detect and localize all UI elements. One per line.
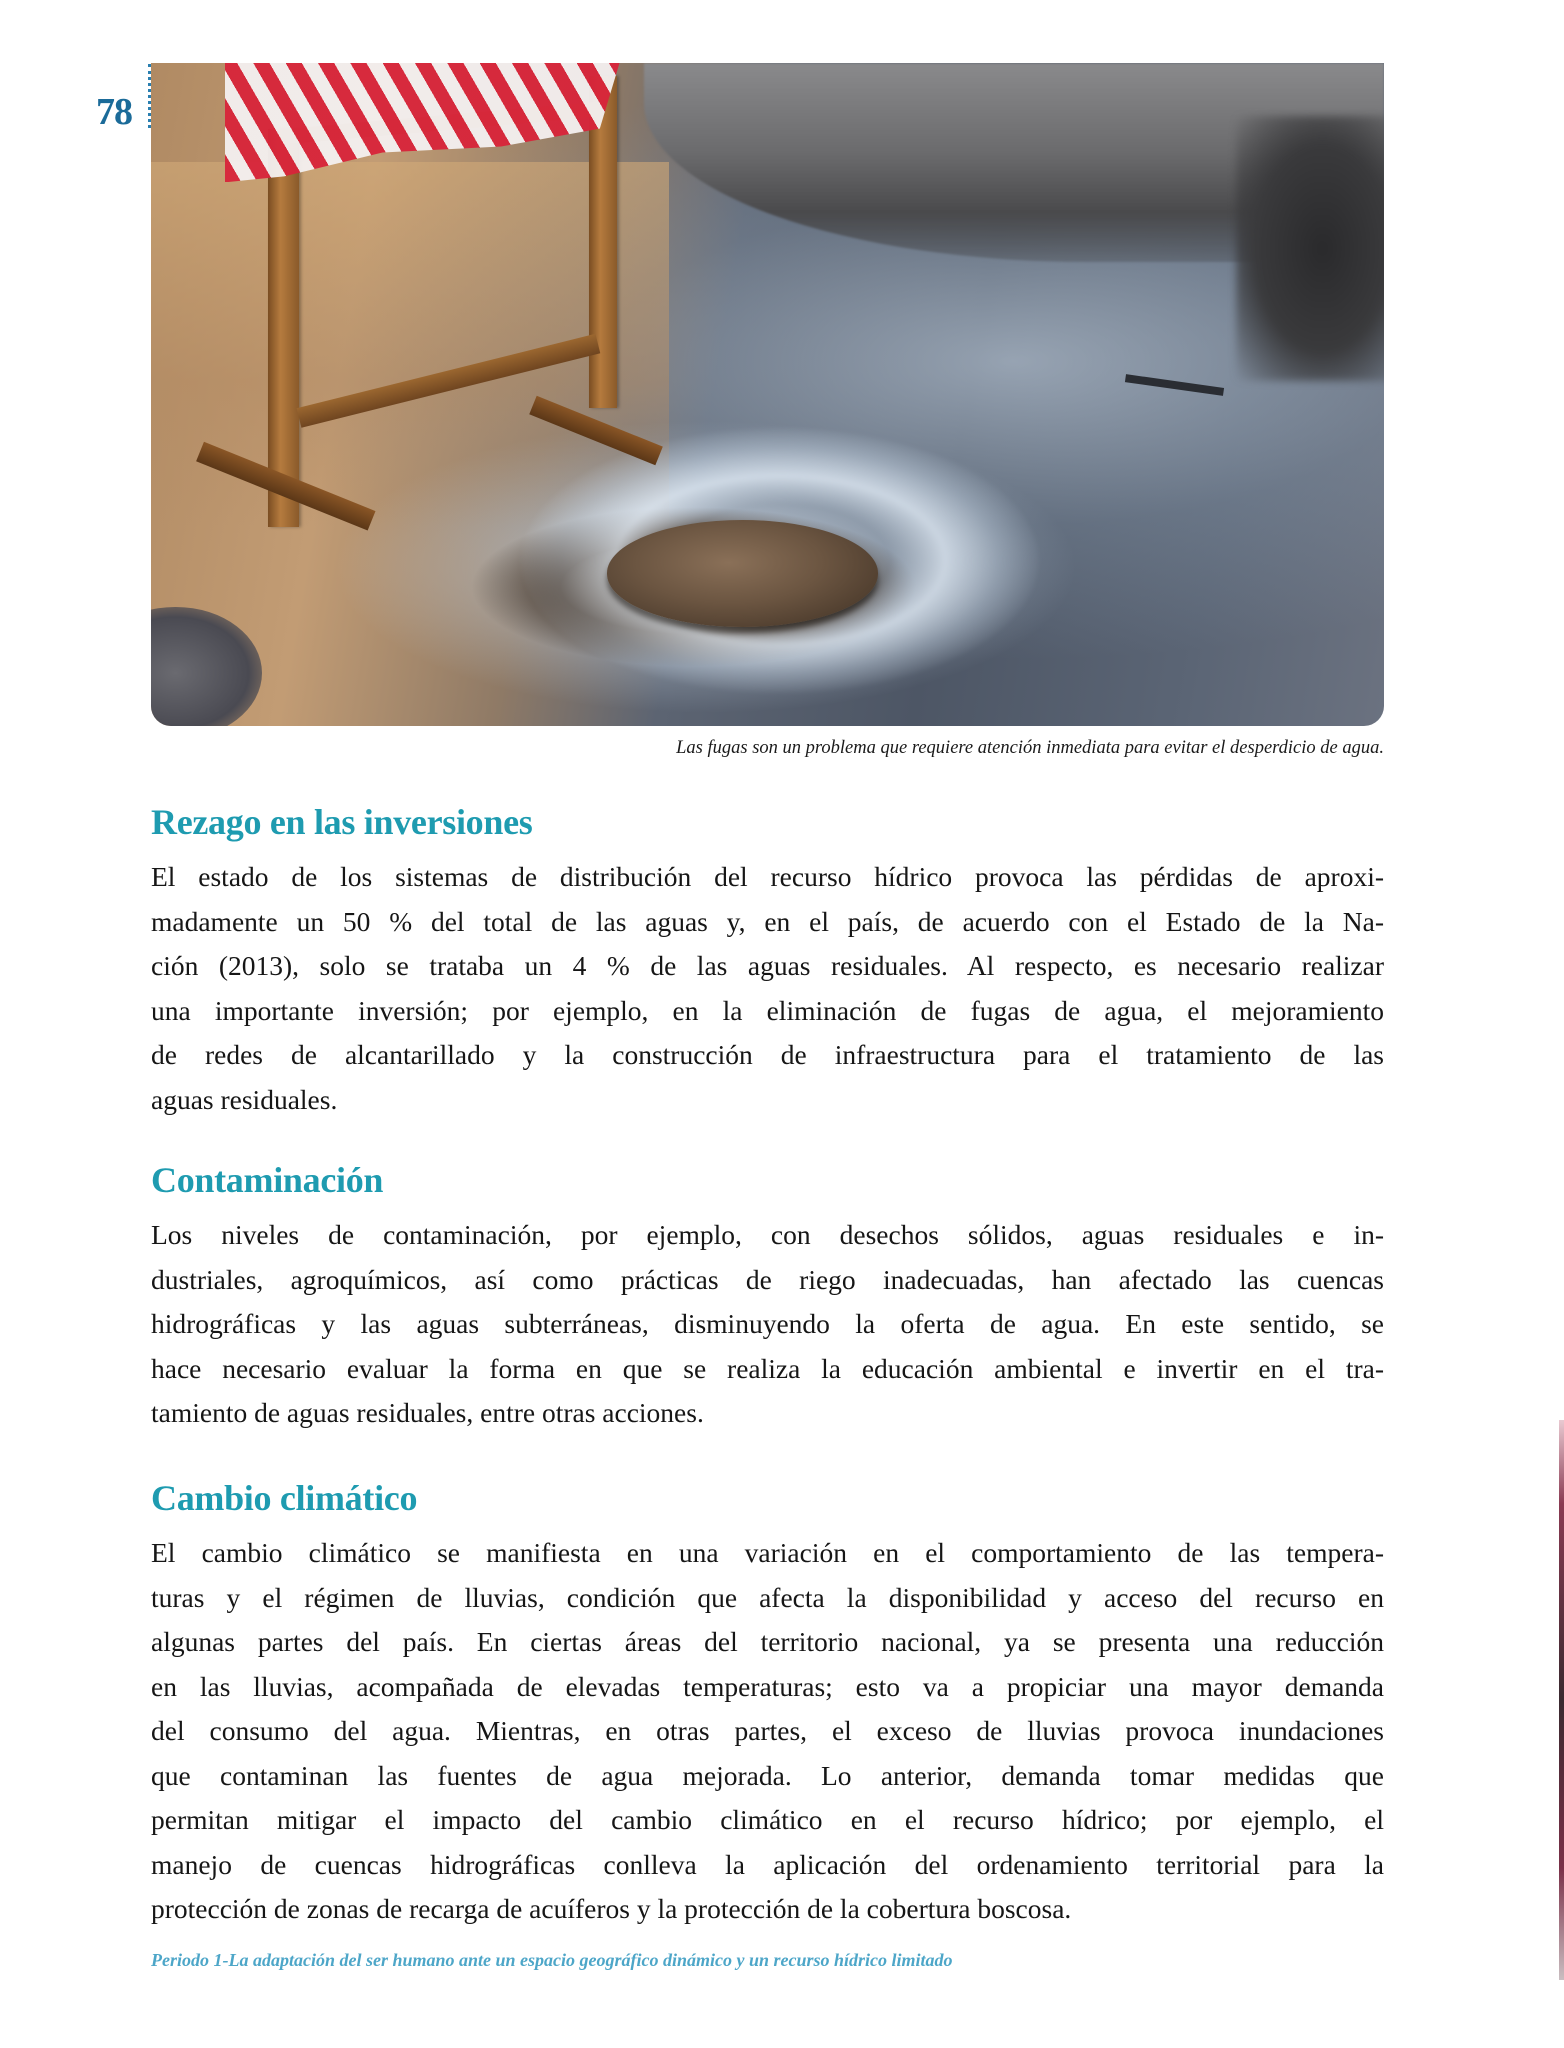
- paragraph-line: El estado de los sistemas de distribución del recurso hídrico provoca las pérdidas de aproxi-: [151, 861, 1384, 892]
- water-leak-photo: [151, 63, 1384, 726]
- paragraph-line: aguas residuales.: [151, 1083, 338, 1115]
- manhole-cover: [607, 520, 878, 626]
- paragraph-line: una importante inversión; por ejemplo, en la eliminación de fugas de agua, el mejoramiento: [151, 994, 1384, 1026]
- paragraph-line: madamente un 50 % del total de las aguas y, en el país, de acuerdo con el Estado de la Na-: [151, 905, 1384, 937]
- section-cambio-climatico: [151, 1476, 1384, 1932]
- paragraph-line: hidrográficas y las aguas subterráneas, disminuyendo la oferta de agua. En este sentido, se: [151, 1308, 1384, 1339]
- paragraph-line: del consumo del agua. Mientras, en otras partes, el exceso de lluvias provoca inundaciones: [151, 1715, 1384, 1746]
- paragraph-line: en las lluvias, acompañada de elevadas temperaturas; esto va a propiciar una mayor demanda: [151, 1670, 1384, 1702]
- section-paragraph: [151, 855, 1384, 1122]
- page-edge-binding: [1559, 1420, 1564, 1980]
- paragraph-line: dustriales, agroquímicos, así como prácticas de riego inadecuadas, han afectado las cuencas: [151, 1263, 1384, 1295]
- drain-grate: [1125, 374, 1224, 396]
- paragraph-line: protección de zonas de recarga de acuíferos y la protección de la cobertura boscosa.: [151, 1893, 1072, 1924]
- paragraph-line: manejo de cuencas hidrográficas conlleva la aplicación del ordenamiento territorial para la: [151, 1848, 1384, 1880]
- paragraph-line: de redes de alcantarillado y la construcción de infraestructura para el tratamiento de las: [151, 1039, 1384, 1070]
- section-paragraph: [151, 1213, 1384, 1436]
- paragraph-line: El cambio climático se manifiesta en una variación en el comportamiento de las tempera-: [151, 1537, 1384, 1568]
- paragraph-line: algunas partes del país. En ciertas áreas del territorio nacional, ya se presenta una reducción: [151, 1626, 1384, 1657]
- photo-caption: Las fugas son un problema que requiere atención inmediata para evitar el desperdicio de agua.: [676, 738, 1384, 758]
- paragraph-line: turas y el régimen de lluvias, condición que afecta la disponibilidad y acceso del recurso en: [151, 1581, 1384, 1613]
- section-heading: Contaminación: [151, 1160, 384, 1200]
- paragraph-line: Los niveles de contaminación, por ejemplo, con desechos sólidos, aguas residuales e in-: [151, 1219, 1384, 1250]
- section-rezago-inversiones: [151, 800, 1384, 1122]
- page-number: 78: [96, 91, 132, 133]
- paragraph-line: ción (2013), solo se trataba un 4 % de las aguas residuales. Al respecto, es necesario realizar: [151, 950, 1384, 981]
- paragraph-line: permitan mitigar el impacto del cambio climático en el recurso hídrico; por ejemplo, el: [151, 1804, 1384, 1835]
- car-wheel-blur: [1236, 116, 1384, 381]
- running-footer: Periodo 1-La adaptación del ser humano ante un espacio geográfico dinámico y un recurso hídrico limitado: [151, 1950, 953, 1970]
- paragraph-line: hace necesario evaluar la forma en que se realiza la educación ambiental e invertir en el tra-: [151, 1352, 1384, 1384]
- section-paragraph: [151, 1531, 1384, 1932]
- section-heading: Cambio climático: [151, 1478, 418, 1518]
- paragraph-line: que contaminan las fuentes de agua mejorada. Lo anterior, demanda tomar medidas que: [151, 1759, 1384, 1791]
- secondary-manhole: [151, 607, 262, 726]
- paragraph-line: tamiento de aguas residuales, entre otras acciones.: [151, 1397, 704, 1428]
- barrier-post-left: [268, 129, 299, 527]
- section-contaminacion: [151, 1158, 1384, 1436]
- section-heading: Rezago en las inversiones: [151, 802, 533, 842]
